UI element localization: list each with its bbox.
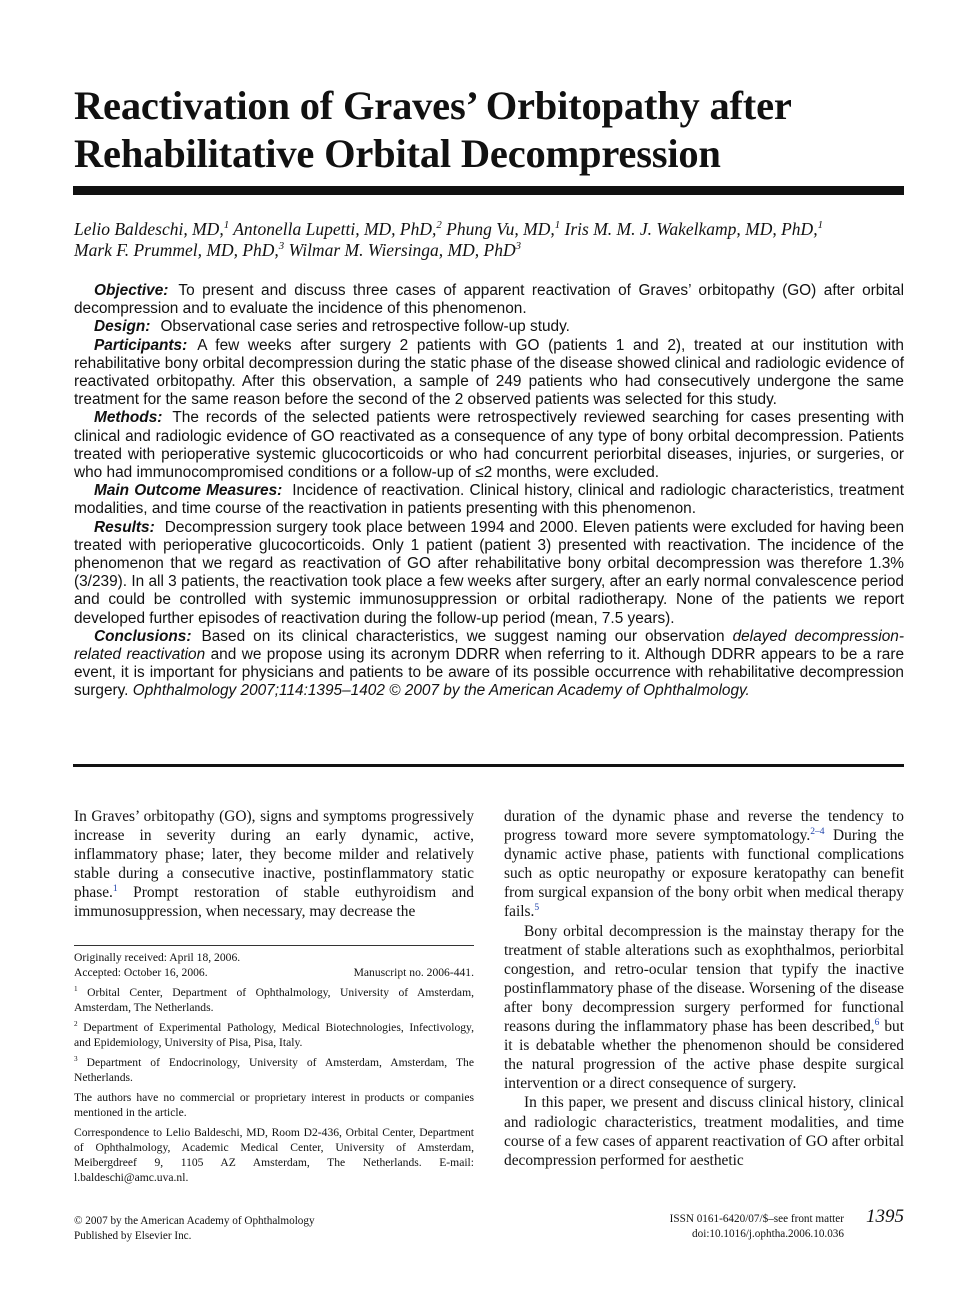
body-paragraph: [504, 922, 904, 1094]
page-number: 1395: [866, 1206, 904, 1227]
affiliation-number: 3: [74, 1055, 78, 1064]
author-list: [74, 219, 904, 261]
author-name: Antonella Lupetti, MD, PhD,: [233, 219, 437, 239]
doi-line[interactable]: doi:10.1016/j.ophtha.2006.10.036: [692, 1228, 844, 1240]
abstract-section-label: Results:: [94, 518, 155, 536]
article-title: Reactivation of Graves’ Orbitopathy after Rehabilitative Orbital Decompression: [74, 83, 791, 176]
abstract-section-label: Design:: [94, 318, 151, 336]
abstract-section-text: To present and discuss three cases of apparent reactivation of Graves’ orbitopathy (GO) after orbital decompression and to evaluate the incidence of this phenomenon.: [74, 282, 904, 318]
abstract-design: [74, 318, 904, 336]
title-rule: [73, 186, 904, 195]
abstract-section-label: Participants:: [94, 336, 188, 354]
body-text: but it is debatable whether the phenomenon should be considered the natural progression of the active phase despite surgical intervention or a direct consequence of surgery.: [504, 1018, 904, 1093]
issn-line: ISSN 0161-6420/07/$–see front matter: [669, 1213, 844, 1225]
abstract-objective: [74, 282, 904, 318]
footer-left: [74, 1214, 434, 1244]
manuscript-number: Manuscript no. 2006-441.: [353, 966, 474, 979]
abstract-section-text: A few weeks after surgery 2 patients with GO (patients 1 and 2), treated at our institution with rehabilitative bony orbital decompression during the static phase of the disease showed clinical and radiologic evidence of reactivated orbitopathy. After this observation, a sample of 249 patients who had consecutively undergone the same treatment for the same reason before the second of the 2 observed patients was selected for this study.: [74, 336, 904, 409]
abstract-section-text: Incidence of reactivation. Clinical history, clinical and radiologic characteristics, treatment modalities, and time course of the reactivation in patients presenting with this phenomenon.: [74, 482, 904, 518]
abstract-results: [74, 519, 904, 628]
publisher-line: Published by Elsevier Inc.: [74, 1230, 192, 1242]
abstract-section-label: Methods:: [94, 409, 163, 427]
abstract-rule: [73, 764, 904, 767]
copyright-line: © 2007 by the American Academy of Ophthalmology: [74, 1215, 315, 1227]
body-paragraph: [504, 807, 904, 922]
abstract-section-label: Conclusions:: [94, 627, 192, 645]
author-affiliation: 1: [817, 219, 823, 232]
abstract: [74, 282, 904, 701]
abstract-term: delayed decompression-related reactivation: [74, 627, 904, 664]
affiliation-text: Department of Endocrinology, University of Amsterdam, Amsterdam, The Netherlands.: [74, 1056, 474, 1084]
affiliation-number: 2: [74, 1020, 78, 1029]
citation-link[interactable]: 6: [874, 1016, 880, 1028]
affiliation-text: Department of Experimental Pathology, Medical Biotechnologies, Infectivology, and Epidemiology, University of Pisa, Pisa, Italy.: [74, 1021, 474, 1049]
author-affiliation: 2: [436, 219, 442, 232]
author-affiliation: 1: [223, 219, 230, 232]
abstract-methods: [74, 409, 904, 482]
journal-citation: Ophthalmology 2007;114:1395–1402 © 2007 by the American Academy of Ophthalmology.: [132, 682, 750, 700]
abstract-section-text: Observational case series and retrospective follow-up study.: [160, 318, 570, 336]
affiliation-note: [74, 985, 474, 1015]
received-date: Originally received: April 18, 2006.: [74, 951, 241, 964]
citation-link[interactable]: 2–4: [810, 825, 825, 837]
author-name: Lelio Baldeschi, MD,: [74, 219, 224, 239]
affiliation-number: 1: [74, 985, 78, 994]
correspondence: Correspondence to Lelio Baldeschi, MD, Room D2-436, Orbital Center, Department of Ophthalmology, Academic Medical Center, University of Amsterdam, Meibergdreef 9, 1105 AZ Amsterdam, The Netherlands. E-mail: l.baldeschi@amc.uva.nl.: [74, 1126, 474, 1184]
body-text: In Graves’ orbitopathy (GO), signs and symptoms progressively increase in severity during an early dynamic, active, inflammatory phase; later, they become milder and relatively stable during a consecutive inactive, postinflammatory static phase.: [74, 808, 474, 902]
interest-statement: The authors have no commercial or proprietary interest in products or companies mentioned in the article.: [74, 1091, 474, 1119]
abstract-section-label: Objective:: [94, 282, 169, 299]
abstract-section-text: The records of the selected patients were retrospectively reviewed searching for cases presenting with clinical and radiologic evidence of GO reactivated as a consequence of any type of bony orbital decompression. Patients treated with perioperative systemic glucocorticoids or who had concurrent periorbital diseases, injuries, or surgeries, or who had immunocompromised conditions or a follow-up of ≤2 months, were excluded.: [74, 409, 904, 482]
author-name: Wilmar M. Wiersinga, MD, PhD: [288, 240, 516, 260]
body-column-left: [74, 807, 474, 922]
abstract-outcome: [74, 482, 904, 518]
body-text: Bony orbital decompression is the mainstay therapy for the treatment of stable alterations such as exophthalmos, periorbital congestion, and retro-ocular tension that typify the inactive postinflammatory phase of the disease. Worsening of the disease after bony decompression surgery performed for functional reasons during the inflammatory phase has been described,: [504, 922, 904, 1036]
affiliation-note: [74, 1055, 474, 1085]
author-name: Iris M. M. J. Wakelkamp, MD, PhD,: [564, 219, 818, 239]
abstract-section-text: Based on its clinical characteristics, we suggest naming our observation: [201, 627, 725, 645]
footnote-rule: [74, 945, 474, 946]
abstract-conclusions: [74, 628, 904, 701]
body-text: During the dynamic active phase, patients with functional complications such as optic neuropathy or exposure keratopathy can benefit from surgical expansion of the bony orbit when medical therapy fails.: [504, 827, 904, 921]
affiliation-text: Orbital Center, Department of Ophthalmology, University of Amsterdam, Amsterdam, The Netherlands.: [74, 986, 474, 1014]
body-text: duration of the dynamic phase and reverse the tendency to progress toward more severe symptomatology.: [504, 808, 904, 845]
abstract-section-label: Main Outcome Measures:: [94, 482, 283, 500]
abstract-participants: [74, 337, 904, 410]
citation-link[interactable]: 1: [112, 883, 118, 895]
body-paragraph: [74, 807, 474, 922]
author-affiliation: 3: [515, 240, 522, 253]
footnotes: [74, 950, 474, 1190]
author-affiliation: 3: [278, 240, 285, 253]
author-affiliation: 1: [554, 219, 561, 232]
abstract-section-text: Decompression surgery took place between 1994 and 2000. Eleven patients were excluded for having been treated with perioperative glucocorticoids. Only 1 patient (patient 3) presented with reactivation. The incidence of the phenomenon that we regard as reactivation of GO after rehabilitative bony orbital decompression was therefore 1.3% (3/239). In all 3 patients, the reactivation took place a few weeks after surgery, after an early normal convalescence period and could be controlled with systemic immunosuppression or orbital radiotherapy. None of the patients we report developed further episodes of reactivation during the follow-up period (mean, 7.5 years).: [74, 518, 904, 627]
body-paragraph: In this paper, we present and discuss clinical history, clinical and radiologic characteristics, treatment modalities, and time course of a few cases of apparent reactivation of GO after orbital decompression performed for aesthetic: [504, 1094, 904, 1169]
author-name: Phung Vu, MD,: [446, 219, 555, 239]
abstract-section-text: and we propose using its acronym DDRR when referring to it. Although DDRR appears to be a rare event, it is important for physicians and patients to be aware of its possible occurrence with rehabilitative decompression surgery.: [74, 646, 905, 700]
affiliation-note: [74, 1020, 474, 1050]
citation-link[interactable]: 5: [534, 902, 540, 914]
footer-right: [604, 1212, 844, 1242]
body-text: Prompt restoration of stable euthyroidism and immunosuppression, when necessary, may decrease the: [74, 884, 474, 921]
body-column-right: [504, 807, 904, 1170]
accepted-date: Accepted: October 16, 2006.: [74, 966, 208, 979]
author-name: Mark F. Prummel, MD, PhD,: [74, 240, 279, 260]
accepted-row: [74, 965, 474, 980]
